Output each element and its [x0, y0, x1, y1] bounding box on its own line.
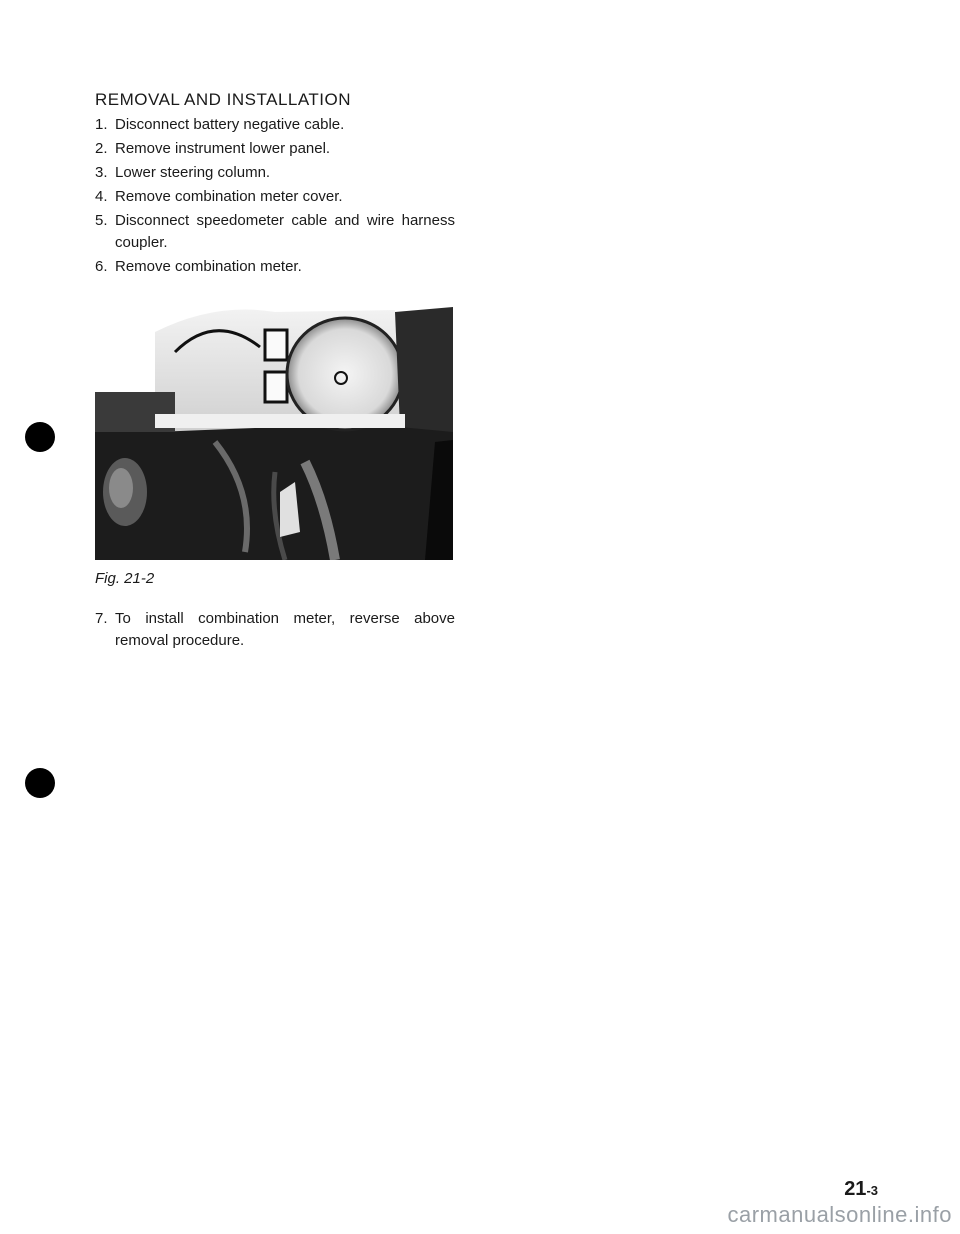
step-number: 1. [95, 116, 108, 133]
step-number: 4. [95, 188, 108, 205]
watermark-text: carmanualsonline.info [727, 1202, 952, 1227]
step-item [95, 210, 455, 254]
step-number: 2. [95, 140, 108, 157]
step-text: Disconnect battery negative cable. [115, 116, 345, 133]
step-text: Remove instrument lower panel. [115, 140, 331, 157]
step-text: Disconnect speedometer cable and wire harness coupler. [115, 212, 455, 251]
step-item [95, 608, 455, 652]
step-item [95, 186, 455, 208]
page-number-sub: -3 [866, 1183, 878, 1198]
combination-meter-photo [95, 292, 453, 560]
figure-photo [95, 292, 453, 587]
step-text: Remove combination meter. [115, 258, 302, 275]
step-text: Lower steering column. [115, 164, 271, 181]
binder-hole-top [25, 422, 55, 452]
section-heading: REMOVAL AND INSTALLATION [95, 90, 352, 109]
step-item [95, 162, 455, 184]
step-number: 5. [95, 212, 108, 229]
step-number: 7. [95, 610, 108, 627]
step-text: Remove combination meter cover. [115, 188, 343, 205]
step-number: 3. [95, 164, 108, 181]
step-text: To install combination meter, reverse above removal procedure. [115, 610, 455, 649]
document-content [95, 90, 455, 587]
step-number: 6. [95, 258, 108, 275]
step-item [95, 256, 455, 278]
step-item [95, 114, 455, 136]
installation-steps [95, 608, 455, 652]
step-item [95, 138, 455, 160]
binder-hole-bottom [25, 768, 55, 798]
removal-steps [95, 114, 455, 278]
installation-content [95, 582, 455, 654]
page-number-main: 21 [844, 1178, 867, 1200]
page-number [844, 1178, 878, 1201]
figure-caption: Fig. 21-2 [95, 570, 155, 587]
